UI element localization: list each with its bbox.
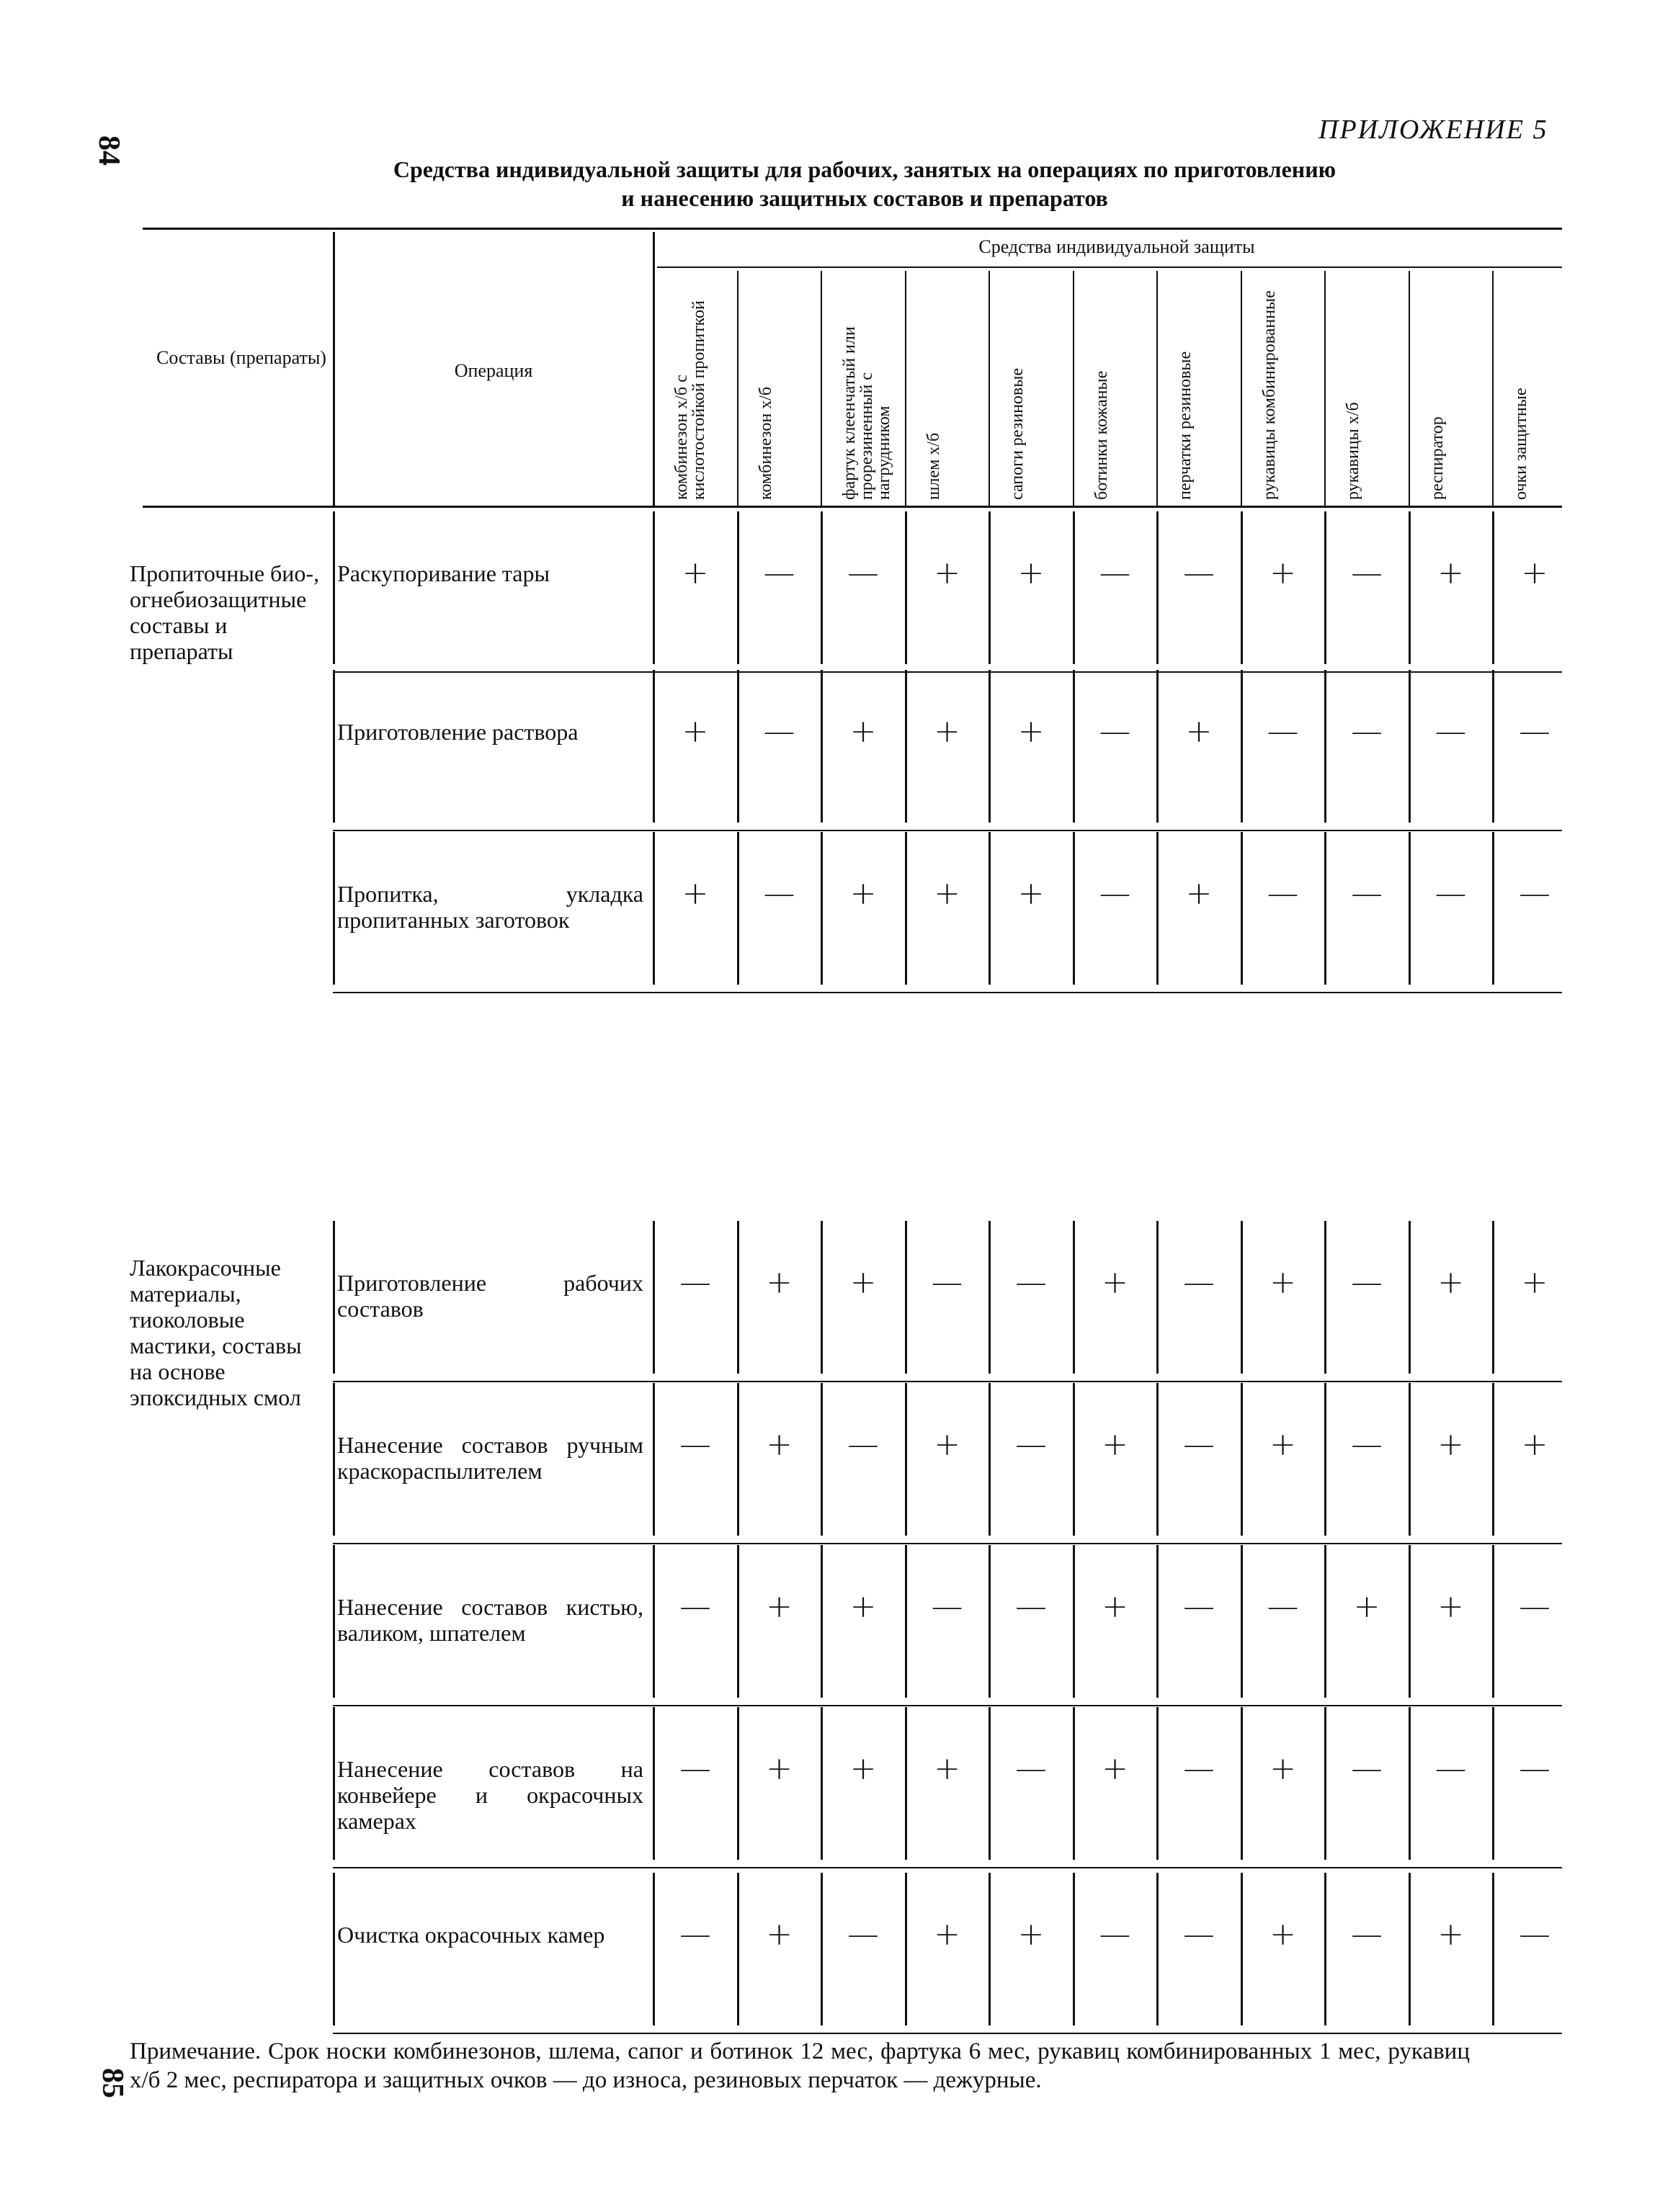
ppe-mark: — <box>1351 1750 1383 1787</box>
ppe-mark: — <box>679 1916 711 1953</box>
ppe-mark: — <box>1267 713 1299 750</box>
row-rule <box>333 671 1562 673</box>
ppe-mark: — <box>1267 1588 1299 1625</box>
row-divider <box>333 1545 335 1698</box>
column-header-4: шлем х/б <box>924 432 943 500</box>
title-line-2: и нанесению защитных составов и препаратов <box>621 185 1108 211</box>
ppe-mark: + <box>766 1264 793 1301</box>
ppe-mark: — <box>1351 1264 1383 1301</box>
column-header-divider <box>1409 271 1410 506</box>
ppe-mark: + <box>849 1264 877 1301</box>
ppe-mark: — <box>1183 555 1215 591</box>
ppe-mark: + <box>766 1750 793 1787</box>
ppe-mark: — <box>1434 1750 1467 1787</box>
ppe-mark: + <box>934 1916 960 1953</box>
column-header-divider <box>1241 271 1242 506</box>
operation-cell: Приготовление рабочих составов <box>337 1270 643 1322</box>
ppe-mark: — <box>1183 1916 1215 1953</box>
ppe-mark: — <box>1267 875 1299 912</box>
row-divider <box>333 832 335 985</box>
ppe-mark: + <box>1437 1264 1464 1301</box>
ppe-mark: + <box>766 1426 793 1463</box>
composition-group-2: Лакокрасочные материалы, тиоколовые мастики, составы на основе эпоксидных смол <box>130 1255 302 1410</box>
operation-cell: Нанесение составов кистью, валиком, шпателем <box>337 1594 643 1646</box>
composition-header: Составы (препараты) <box>156 347 326 368</box>
operation-cell: Нанесение составов на конвейере и окрасочных камерах <box>337 1756 643 1834</box>
operation-cell: Пропитка, укладка пропитанных заготовок <box>337 881 643 933</box>
ppe-mark: + <box>1521 1426 1548 1463</box>
header-divider-1 <box>333 232 335 506</box>
ppe-mark: + <box>1017 713 1045 750</box>
ppe-mark: — <box>1351 1426 1383 1463</box>
table-title <box>288 155 1441 212</box>
ppe-mark: + <box>849 1750 877 1787</box>
ppe-mark: — <box>1183 1750 1215 1787</box>
column-header-11: очки защитные <box>1512 388 1530 500</box>
ppe-mark: — <box>931 1264 963 1301</box>
ppe-mark: + <box>1521 1264 1548 1301</box>
ppe-mark: + <box>1437 1426 1464 1463</box>
ppe-mark: + <box>766 1916 793 1953</box>
row-divider <box>333 511 335 664</box>
header-divider-2 <box>653 232 655 506</box>
ppe-mark: — <box>1434 875 1467 912</box>
ppe-mark: + <box>934 555 960 591</box>
column-header-divider <box>1156 271 1158 506</box>
ppe-mark: — <box>1351 713 1383 750</box>
ppe-mark: — <box>1099 555 1131 591</box>
ppe-mark: + <box>1437 555 1464 591</box>
table-top-rule <box>143 228 1562 230</box>
ppe-mark: — <box>847 1916 879 1953</box>
ppe-mark: — <box>1351 1916 1383 1953</box>
ppe-mark: — <box>1183 1426 1215 1463</box>
ppe-mark: + <box>766 1588 793 1625</box>
ppe-mark: — <box>1519 1750 1550 1787</box>
ppe-mark: — <box>1519 1916 1550 1953</box>
ppe-mark: + <box>1269 1264 1296 1301</box>
ppe-mark: + <box>1437 1588 1464 1625</box>
column-header-2: комбинезон х/б <box>756 386 775 500</box>
row-divider <box>333 1873 335 2025</box>
column-header-9: рукавицы х/б <box>1344 402 1362 500</box>
column-header-8: рукавицы комбинированные <box>1259 290 1279 500</box>
ppe-mark: — <box>1519 1588 1550 1625</box>
ppe-mark: + <box>1269 555 1296 591</box>
ppe-mark: — <box>931 1588 963 1625</box>
ppe-mark: + <box>1437 1916 1464 1953</box>
ppe-mark: — <box>679 1588 711 1625</box>
appendix-label: ПРИЛОЖЕНИЕ 5 <box>1318 115 1548 145</box>
operation-header: Операция <box>454 360 533 381</box>
ppe-mark: + <box>934 1750 960 1787</box>
ppe-mark: + <box>1102 1750 1128 1787</box>
ppe-mark: — <box>763 713 795 750</box>
column-header-6: ботинки кожаные <box>1092 370 1111 500</box>
ppe-mark: — <box>1351 555 1383 591</box>
page-number-top: 84 <box>92 135 125 166</box>
column-header-divider <box>1324 271 1326 506</box>
page-number-bottom: 85 <box>96 2068 129 2098</box>
ppe-mark: + <box>1185 875 1213 912</box>
ppe-mark: — <box>1183 1264 1215 1301</box>
ppe-mark: — <box>679 1426 711 1463</box>
operation-cell: Приготовление раствора <box>337 719 579 745</box>
ppe-mark: — <box>1015 1588 1047 1625</box>
column-header-divider <box>989 271 990 506</box>
column-header-3: фартук клеенчатый или прорезиненный с нагрудником <box>840 326 893 500</box>
ppe-mark: + <box>1269 1916 1296 1953</box>
column-header-divider <box>737 271 738 506</box>
operation-cell: Очистка окрасочных камер <box>337 1922 605 1948</box>
ppe-mark: — <box>763 875 795 912</box>
ppe-mark: — <box>847 1426 879 1463</box>
ppe-mark: + <box>934 1426 960 1463</box>
row-rule <box>333 1543 1562 1544</box>
ppe-mark: + <box>1353 1588 1380 1625</box>
column-header-5: сапоги резиновые <box>1008 367 1027 500</box>
ppe-mark: + <box>934 713 960 750</box>
column-header-divider <box>905 271 906 506</box>
ppe-mark: + <box>1017 555 1045 591</box>
operation-cell: Раскупоривание тары <box>337 560 550 586</box>
ppe-header-rule <box>657 267 1562 268</box>
row-rule <box>333 1867 1562 1868</box>
header-bottom-rule <box>143 506 1562 508</box>
ppe-mark: — <box>1519 875 1550 912</box>
column-header-7: перчатки резиновые <box>1176 351 1195 500</box>
ppe-mark: — <box>1183 1588 1215 1625</box>
ppe-mark: + <box>934 875 960 912</box>
ppe-mark: — <box>1434 713 1467 750</box>
footnote: Примечание. Срок носки комбинезонов, шлема, сапог и ботинок 12 мес, фартука 6 мес, рукавиц комбинированных 1 мес, рукавиц х/б 2 мес, респиратора и защитных очков — до износа, резиновых перчаток — дежурные. <box>130 2038 1470 2093</box>
ppe-mark: + <box>849 875 877 912</box>
row-rule <box>333 830 1562 831</box>
ppe-mark: + <box>682 875 709 912</box>
ppe-mark: + <box>1102 1426 1128 1463</box>
ppe-mark: + <box>1185 713 1213 750</box>
title-line-1: Средства индивидуальной защиты для рабочих, занятых на операциях по приготовлению <box>393 156 1337 182</box>
ppe-mark: + <box>849 713 877 750</box>
ppe-mark: + <box>849 1588 877 1625</box>
row-divider <box>333 670 335 823</box>
ppe-mark: + <box>682 555 709 591</box>
ppe-mark: — <box>1351 875 1383 912</box>
row-rule <box>333 1705 1562 1706</box>
ppe-mark: + <box>1102 1588 1128 1625</box>
column-header-divider <box>1492 271 1494 506</box>
column-header-1: комбинезон х/б с кислотостойкой пропиткой <box>672 300 708 500</box>
column-header-divider <box>1073 271 1074 506</box>
row-divider <box>333 1221 335 1374</box>
ppe-mark: — <box>1099 1916 1131 1953</box>
ppe-mark: — <box>763 555 795 591</box>
row-rule <box>333 2033 1562 2034</box>
row-rule <box>333 992 1562 993</box>
ppe-mark: — <box>1099 875 1131 912</box>
ppe-mark: — <box>847 555 879 591</box>
ppe-mark: + <box>682 713 709 750</box>
ppe-mark: + <box>1269 1750 1296 1787</box>
composition-group-1: Пропиточные био-, огнебиозащитные составы и препараты <box>130 560 320 664</box>
row-divider <box>333 1383 335 1536</box>
ppe-mark: — <box>679 1750 711 1787</box>
ppe-mark: — <box>679 1264 711 1301</box>
ppe-mark: — <box>1099 713 1131 750</box>
ppe-header: Средства индивидуальной защиты <box>978 236 1255 257</box>
ppe-mark: + <box>1521 555 1548 591</box>
operation-cell: Нанесение составов ручным краскораспылителем <box>337 1432 643 1484</box>
row-rule <box>333 1381 1562 1382</box>
ppe-mark: — <box>1015 1264 1047 1301</box>
row-divider <box>333 1707 335 1860</box>
ppe-mark: + <box>1017 875 1045 912</box>
ppe-mark: — <box>1015 1750 1047 1787</box>
ppe-mark: — <box>1519 713 1550 750</box>
ppe-mark: + <box>1269 1426 1296 1463</box>
ppe-mark: + <box>1102 1264 1128 1301</box>
column-header-10: респиратор <box>1427 416 1447 500</box>
ppe-mark: — <box>1015 1426 1047 1463</box>
ppe-mark: + <box>1017 1916 1045 1953</box>
column-header-divider <box>821 271 822 506</box>
